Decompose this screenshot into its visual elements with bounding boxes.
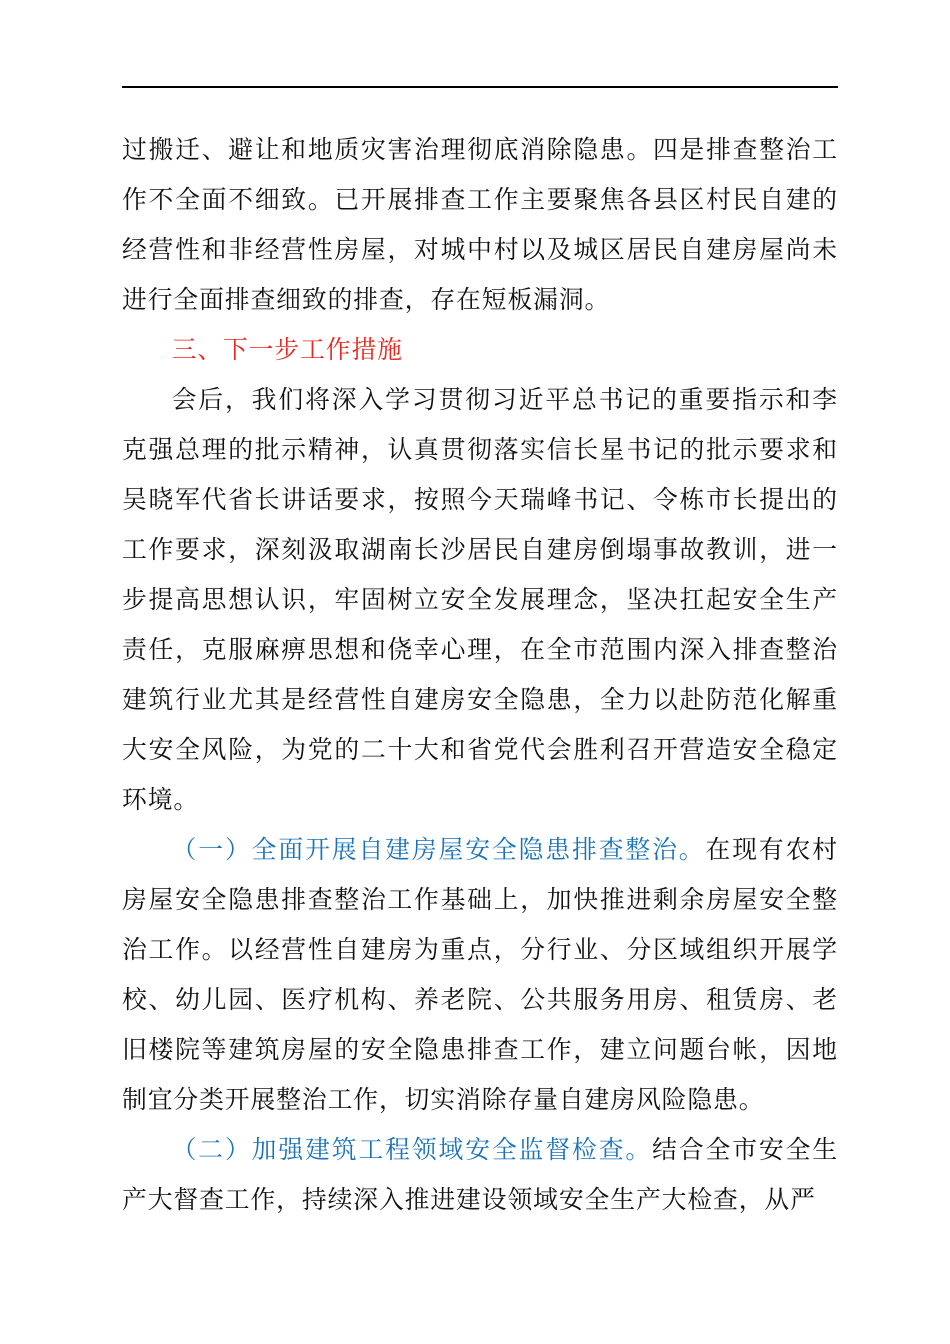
section-heading: 三、下一步工作措施 bbox=[171, 335, 403, 364]
paragraph-item-1 bbox=[122, 825, 838, 1125]
item-2-body: 结合全市安全生产大督查工作，持续深入推进建设领域安全生产大检查，从严 bbox=[122, 1135, 838, 1214]
item-2-heading: （二）加强建筑工程领域安全监督检查。 bbox=[171, 1135, 653, 1164]
item-1-body: 在现有农村房屋安全隐患排查整治工作基础上，加快推进剩余房屋安全整治工作。以经营性自建房为重点，分行业、分区域组织开展学校、幼儿园、医疗机构、养老院、公共服务用房、租赁房、老旧楼院等建筑房屋的安全隐患排查工作，建立问题台帐，因地制宜分类开展整治工作，切实消除存量自建房风险隐患。 bbox=[122, 835, 838, 1114]
header-rule bbox=[122, 86, 838, 88]
paragraph-continuation: 过搬迁、避让和地质灾害治理彻底消除隐患。四是排查整治工作不全面不细致。已开展排查工作主要聚焦各县区村民自建的经营性和非经营性房屋，对城中村以及城区居民自建房屋尚未进行全面排查细致的排查，存在短板漏洞。 bbox=[122, 135, 838, 314]
paragraph-next-steps: 会后，我们将深入学习贯彻习近平总书记的重要指示和李克强总理的批示精神，认真贯彻落实信长星书记的批示要求和吴晓军代省长讲话要求，按照今天瑞峰书记、令栋市长提出的工作要求，深刻汲取湖南长沙居民自建房倒塌事故教训，进一步提高思想认识，牢固树立安全发展理念，坚决扛起安全生产责任，克服麻痹思想和侥幸心理，在全市范围内深入排查整治建筑行业尤其是经营性自建房安全隐患，全力以赴防范化解重大安全风险，为党的二十大和省党代会胜利召开营造安全稳定环境。 bbox=[122, 385, 838, 814]
item-1-heading: （一）全面开展自建房屋安全隐患排查整治。 bbox=[171, 835, 706, 864]
document-body bbox=[122, 125, 838, 1225]
paragraph-item-2 bbox=[122, 1125, 838, 1225]
